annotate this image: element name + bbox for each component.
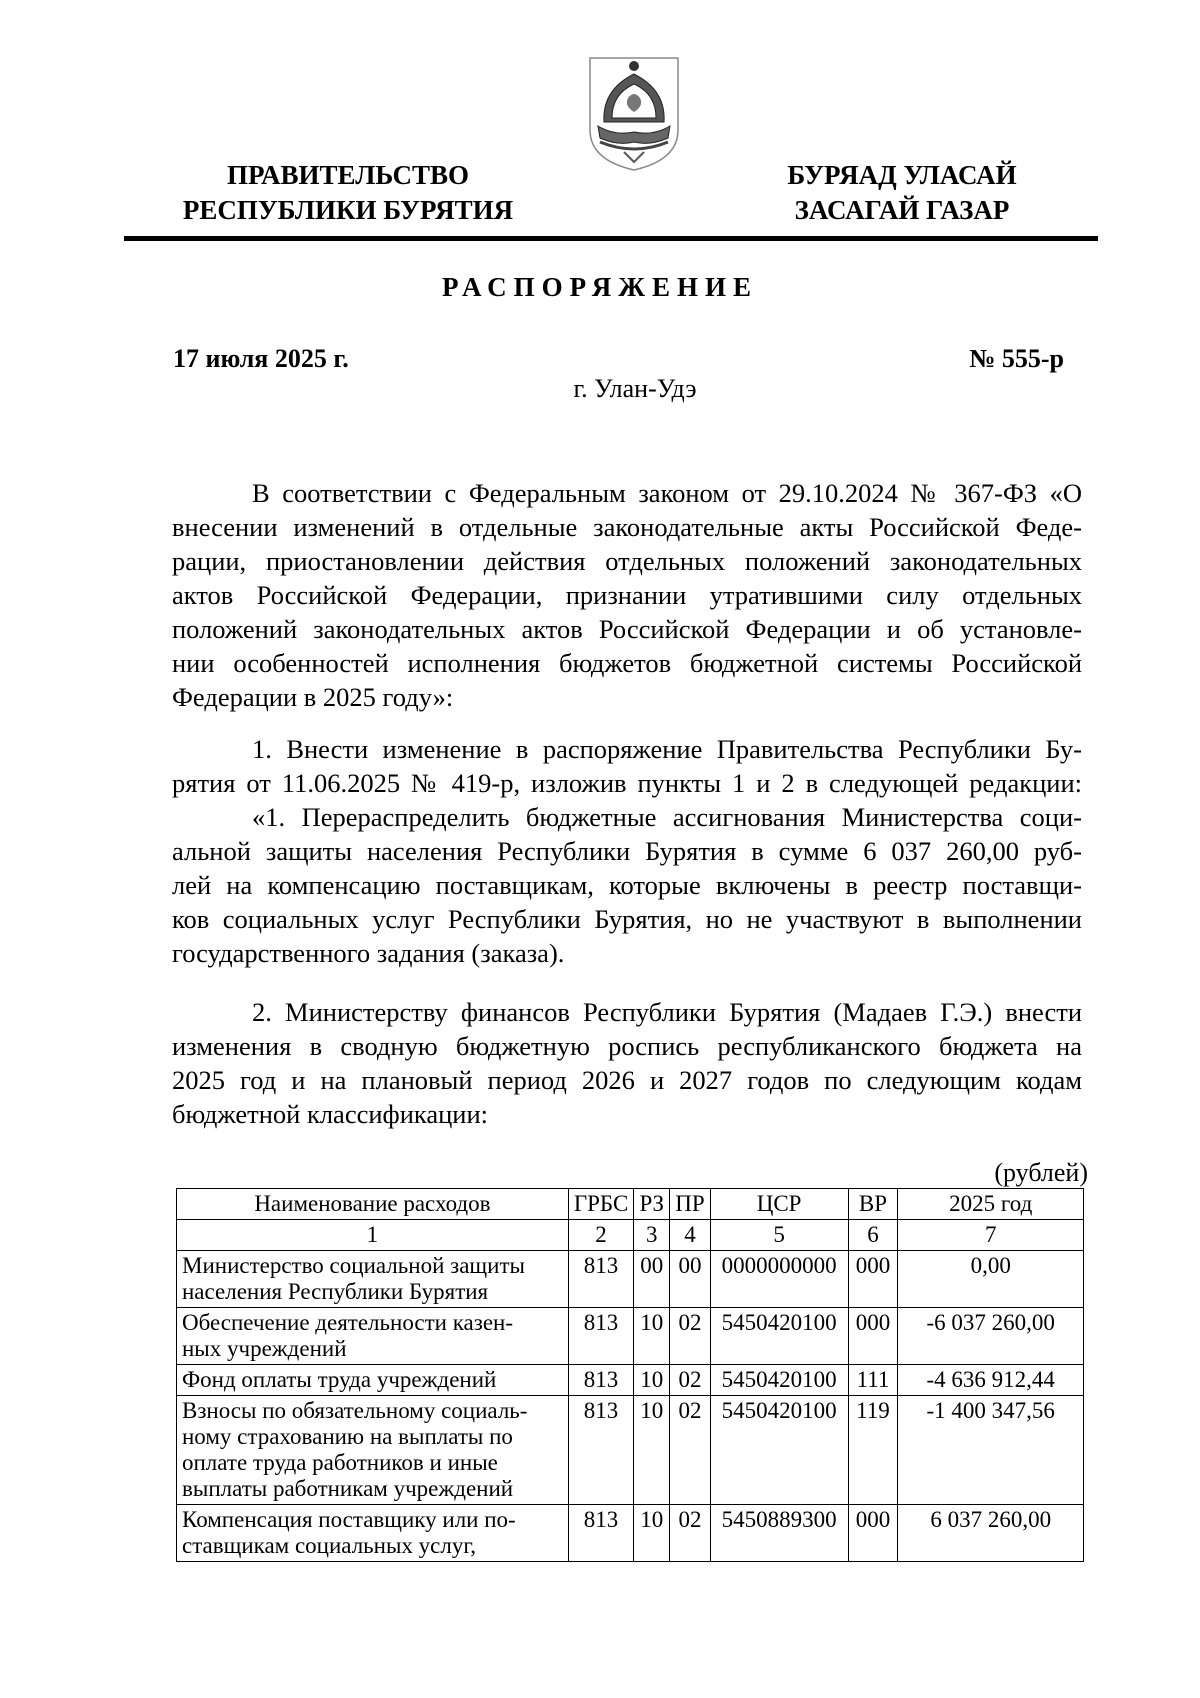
rz-cell: 10 bbox=[634, 1308, 670, 1365]
government-name-buryat-line2: ЗАСАГАЙ ГАЗАР bbox=[794, 195, 1010, 225]
expense-name-line: Взносы по обязательному социаль- bbox=[182, 1398, 528, 1423]
table-row bbox=[177, 1308, 1084, 1365]
document-type-title: РАСПОРЯЖЕНИЕ bbox=[441, 272, 759, 302]
amount-cell: -6 037 260,00 bbox=[898, 1308, 1084, 1365]
grbs-cell: 813 bbox=[568, 1396, 633, 1505]
col-number: 5 bbox=[710, 1220, 848, 1251]
item-1-line: альной защиты населения Республики Бурятия в сумме 6 037 260,00 руб- bbox=[172, 836, 1082, 866]
preamble-line: положений законодательных актов Российской Федерации и об установле- bbox=[172, 614, 1082, 644]
preamble-line: рации, приостановлении действия отдельных положений законодательных bbox=[172, 546, 1082, 576]
document-number: № 555-р bbox=[969, 344, 1064, 373]
rz-cell: 00 bbox=[634, 1251, 670, 1308]
header-csr: ЦСР bbox=[710, 1189, 848, 1220]
amount-cell: -4 636 912,44 bbox=[898, 1365, 1084, 1396]
item-2-line: 2025 год и на плановый период 2026 и 2027 годов по следующим кодам bbox=[172, 1065, 1082, 1095]
amount-cell: 0,00 bbox=[898, 1251, 1084, 1308]
rz-cell: 10 bbox=[634, 1365, 670, 1396]
item-1-line: государственного задания (заказа). bbox=[172, 938, 565, 968]
table-header-row bbox=[177, 1189, 1084, 1220]
document-city: г. Улан-Удэ bbox=[573, 374, 697, 403]
col-number: 6 bbox=[848, 1220, 898, 1251]
col-number: 7 bbox=[898, 1220, 1084, 1251]
vr-cell: 119 bbox=[848, 1396, 898, 1505]
header-divider bbox=[124, 236, 1098, 241]
government-name-buryat bbox=[752, 158, 1052, 228]
table-row bbox=[177, 1396, 1084, 1505]
table-row bbox=[177, 1251, 1084, 1308]
header-year-2025: 2025 год bbox=[898, 1189, 1084, 1220]
item-2-paragraph bbox=[172, 995, 1082, 1131]
preamble-line: В соответствии с Федеральным законом от 29.10.2024 № 367-ФЗ «О bbox=[252, 478, 1082, 508]
pr-cell: 02 bbox=[670, 1396, 710, 1505]
csr-cell: 5450420100 bbox=[710, 1365, 848, 1396]
expense-name bbox=[177, 1308, 569, 1365]
expense-name bbox=[177, 1396, 569, 1505]
item-2-line: 2. Министерству финансов Республики Бурятия (Мадаев Г.Э.) внести bbox=[252, 997, 1082, 1027]
col-number: 1 bbox=[177, 1220, 569, 1251]
table-row bbox=[177, 1365, 1084, 1396]
item-1-paragraph bbox=[172, 732, 1082, 970]
header-vr: ВР bbox=[848, 1189, 898, 1220]
expense-name-line: ных учреждений bbox=[182, 1336, 347, 1361]
expense-name-line: Обеспечение деятельности казен- bbox=[182, 1310, 514, 1335]
header-pr: ПР bbox=[670, 1189, 710, 1220]
vr-cell: 000 bbox=[848, 1251, 898, 1308]
csr-cell: 5450420100 bbox=[710, 1308, 848, 1365]
expense-name-line: Фонд оплаты труда учреждений bbox=[182, 1367, 497, 1392]
expense-name-line: Министерство социальной защиты bbox=[182, 1253, 525, 1278]
budget-table bbox=[176, 1188, 1084, 1562]
expense-name-line: выплаты работникам учреждений bbox=[182, 1476, 514, 1501]
vr-cell: 111 bbox=[848, 1365, 898, 1396]
coat-of-arms-emblem bbox=[584, 52, 684, 174]
rz-cell: 10 bbox=[634, 1396, 670, 1505]
preamble-line: Федерации в 2025 году»: bbox=[172, 682, 454, 712]
table-row bbox=[177, 1505, 1084, 1562]
preamble-paragraph bbox=[172, 476, 1082, 714]
preamble-line: актов Российской Федерации, признании утратившими силу отдельных bbox=[172, 580, 1082, 610]
expense-name-line: оплате труда работников и иные bbox=[182, 1450, 498, 1475]
amount-cell: -1 400 347,56 bbox=[898, 1396, 1084, 1505]
expense-name-line: населения Республики Бурятия bbox=[182, 1279, 489, 1304]
csr-cell: 5450889300 bbox=[710, 1505, 848, 1562]
grbs-cell: 813 bbox=[568, 1365, 633, 1396]
expense-name bbox=[177, 1505, 569, 1562]
header-grbs: ГРБС bbox=[568, 1189, 633, 1220]
expense-name bbox=[177, 1365, 569, 1396]
table-unit-label: (рублей) bbox=[994, 1158, 1088, 1187]
government-name-line1: ПРАВИТЕЛЬСТВО bbox=[226, 160, 470, 190]
col-number: 3 bbox=[634, 1220, 670, 1251]
item-2-line: изменения в сводную бюджетную роспись республиканского бюджета на bbox=[172, 1031, 1082, 1061]
header-expense-name: Наименование расходов bbox=[177, 1189, 569, 1220]
expense-name-line: ставщикам социальных услуг, bbox=[182, 1533, 476, 1558]
grbs-cell: 813 bbox=[568, 1251, 633, 1308]
document-date: 17 июля 2025 г. bbox=[173, 344, 349, 373]
preamble-line: внесении изменений в отдельные законодательные акты Российской Феде- bbox=[172, 512, 1082, 542]
expense-name-line: Компенсация поставщику или по- bbox=[182, 1507, 516, 1532]
col-number: 4 bbox=[670, 1220, 710, 1251]
government-name-line2: РЕСПУБЛИКИ БУРЯТИЯ bbox=[182, 195, 514, 225]
preamble-line: нии особенностей исполнения бюджетов бюджетной системы Российской bbox=[172, 648, 1082, 678]
pr-cell: 02 bbox=[670, 1365, 710, 1396]
vr-cell: 000 bbox=[848, 1505, 898, 1562]
item-2-line: бюджетной классификации: bbox=[172, 1099, 489, 1129]
item-1-line: 1. Внести изменение в распоряжение Правительства Республики Бу- bbox=[252, 734, 1082, 764]
pr-cell: 00 bbox=[670, 1251, 710, 1308]
grbs-cell: 813 bbox=[568, 1505, 633, 1562]
expense-name bbox=[177, 1251, 569, 1308]
grbs-cell: 813 bbox=[568, 1308, 633, 1365]
item-1-line: рятия от 11.06.2025 № 419-р, изложив пункты 1 и 2 в следующей редакции: bbox=[172, 768, 1082, 798]
col-number: 2 bbox=[568, 1220, 633, 1251]
pr-cell: 02 bbox=[670, 1505, 710, 1562]
item-1-line: ков социальных услуг Республики Бурятия, но не участвуют в выполнении bbox=[172, 904, 1082, 934]
item-1-line: «1. Перераспределить бюджетные ассигнования Министерства соци- bbox=[252, 802, 1082, 832]
government-name-buryat-line1: БУРЯАД УЛАСАЙ bbox=[787, 160, 1017, 190]
table-column-numbers-row bbox=[177, 1220, 1084, 1251]
pr-cell: 02 bbox=[670, 1308, 710, 1365]
item-1-line: лей на компенсацию поставщикам, которые включены в реестр поставщи- bbox=[172, 870, 1082, 900]
expense-name-line: ному страхованию на выплаты по bbox=[182, 1424, 513, 1449]
csr-cell: 5450420100 bbox=[710, 1396, 848, 1505]
header-rz: РЗ bbox=[634, 1189, 670, 1220]
csr-cell: 0000000000 bbox=[710, 1251, 848, 1308]
government-name-russian bbox=[168, 158, 528, 228]
amount-cell: 6 037 260,00 bbox=[898, 1505, 1084, 1562]
vr-cell: 000 bbox=[848, 1308, 898, 1365]
rz-cell: 10 bbox=[634, 1505, 670, 1562]
